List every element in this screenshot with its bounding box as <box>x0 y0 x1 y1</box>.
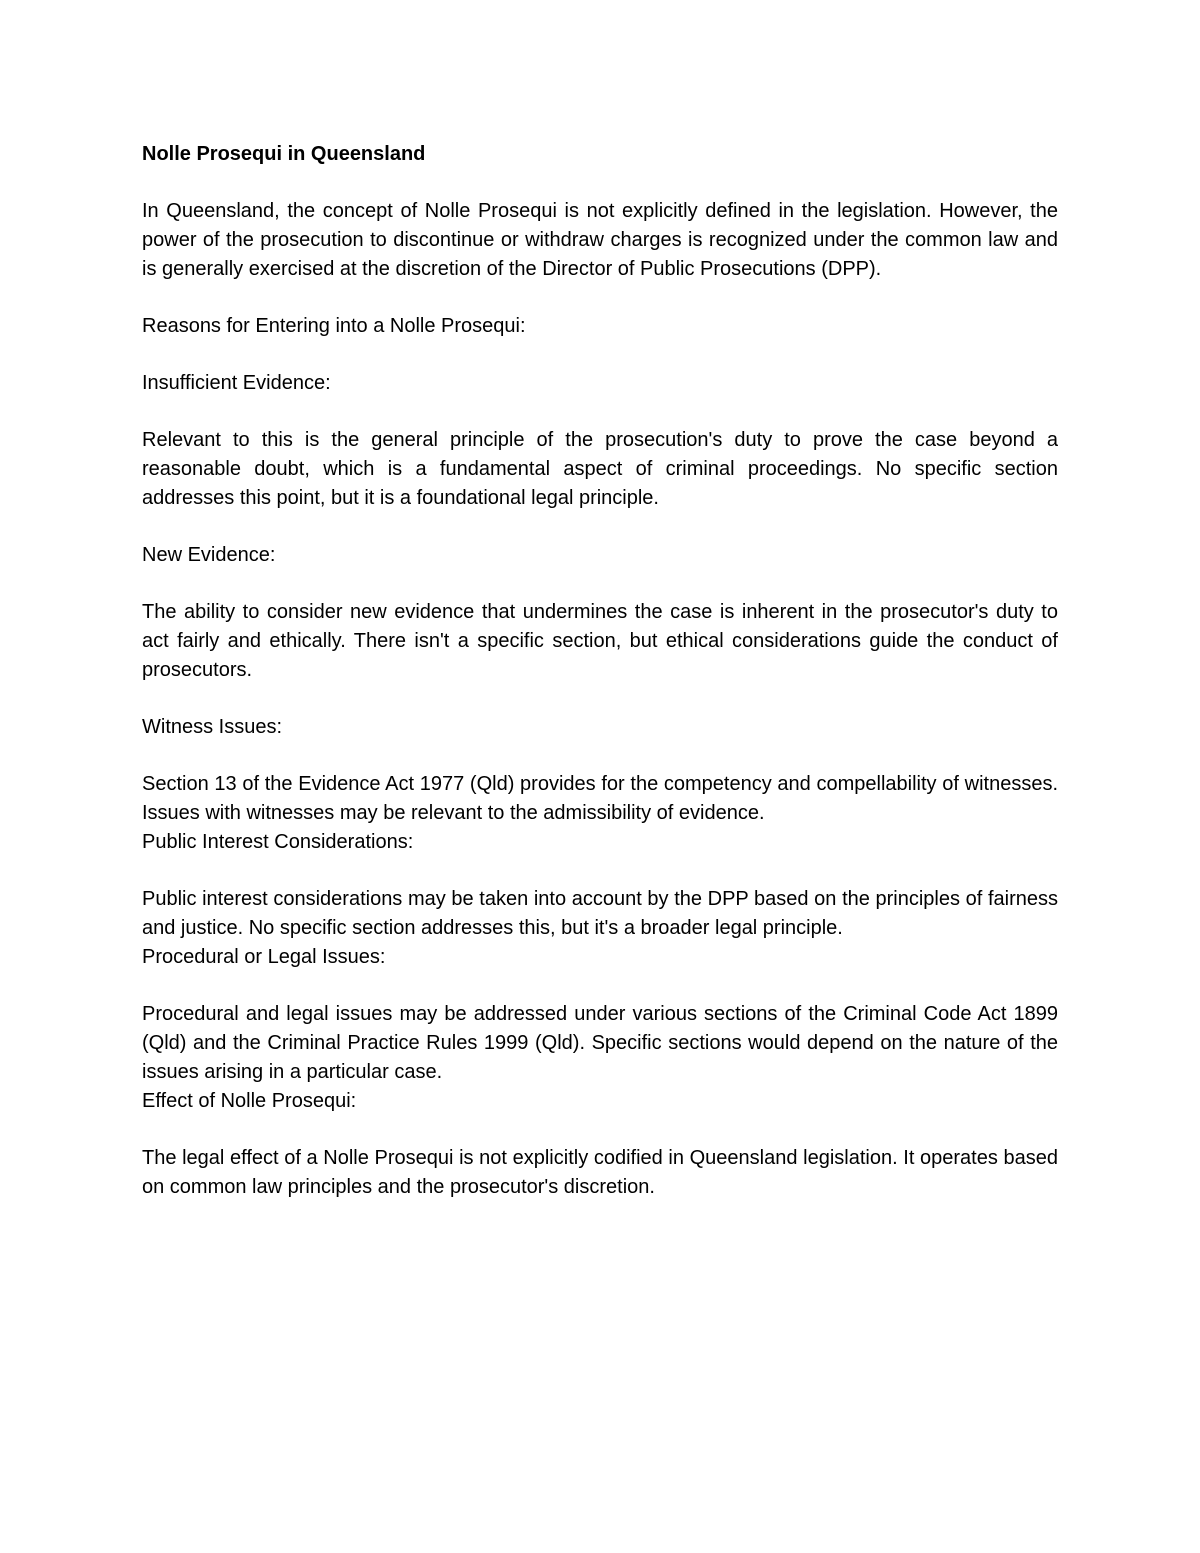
section-heading-new-evidence: New Evidence: <box>142 544 276 566</box>
spacer <box>142 1116 1058 1144</box>
section-body-effect: The legal effect of a Nolle Prosequi is not explicitly codified in Queensland legislation. It operates based on common law principles and the prosecutor's discretion. <box>142 1147 1058 1198</box>
section-heading-witness-issues: Witness Issues: <box>142 716 283 738</box>
document-title: Nolle Prosequi in Queensland <box>142 143 426 165</box>
spacer <box>142 742 1058 770</box>
spacer <box>142 341 1058 369</box>
spacer <box>142 513 1058 541</box>
document-page <box>142 140 1058 1202</box>
section-body-new-evidence: The ability to consider new evidence that undermines the case is inherent in the prosecutor's duty to act fairly and ethically. There isn't a specific section, but ethical considerations guide the conduct of prosecutors. <box>142 601 1058 681</box>
spacer <box>142 570 1058 598</box>
spacer <box>142 972 1058 1000</box>
spacer <box>142 685 1058 713</box>
section-heading-procedural-legal: Procedural or Legal Issues: <box>142 946 386 968</box>
section-body-procedural-legal: Procedural and legal issues may be addressed under various sections of the Criminal Code Act 1899 (Qld) and the Criminal Practice Rules 1999 (Qld). Specific sections would depend on the nature of the issues arising in a particular case. <box>142 1003 1058 1083</box>
section-heading-insufficient-evidence: Insufficient Evidence: <box>142 372 331 394</box>
section-heading-public-interest: Public Interest Considerations: <box>142 831 414 853</box>
section-body-witness-issues: Section 13 of the Evidence Act 1977 (Qld) provides for the competency and compellability of witnesses. Issues with witnesses may be relevant to the admissibility of evidence. <box>142 773 1058 824</box>
section-heading-effect: Effect of Nolle Prosequi: <box>142 1090 357 1112</box>
spacer <box>142 398 1058 426</box>
spacer <box>142 284 1058 312</box>
section-body-insufficient-evidence: Relevant to this is the general principle of the prosecution's duty to prove the case beyond a reasonable doubt, which is a fundamental aspect of criminal proceedings. No specific section addresses this point, but it is a foundational legal principle. <box>142 429 1058 509</box>
section-body-public-interest: Public interest considerations may be taken into account by the DPP based on the principles of fairness and justice. No specific section addresses this, but it's a broader legal principle. <box>142 888 1058 939</box>
reasons-heading: Reasons for Entering into a Nolle Prosequi: <box>142 315 526 337</box>
intro-paragraph: In Queensland, the concept of Nolle Prosequi is not explicitly defined in the legislation. However, the power of the prosecution to discontinue or withdraw charges is recognized under the common law and is generally exercised at the discretion of the Director of Public Prosecutions (DPP). <box>142 200 1058 280</box>
spacer <box>142 857 1058 885</box>
